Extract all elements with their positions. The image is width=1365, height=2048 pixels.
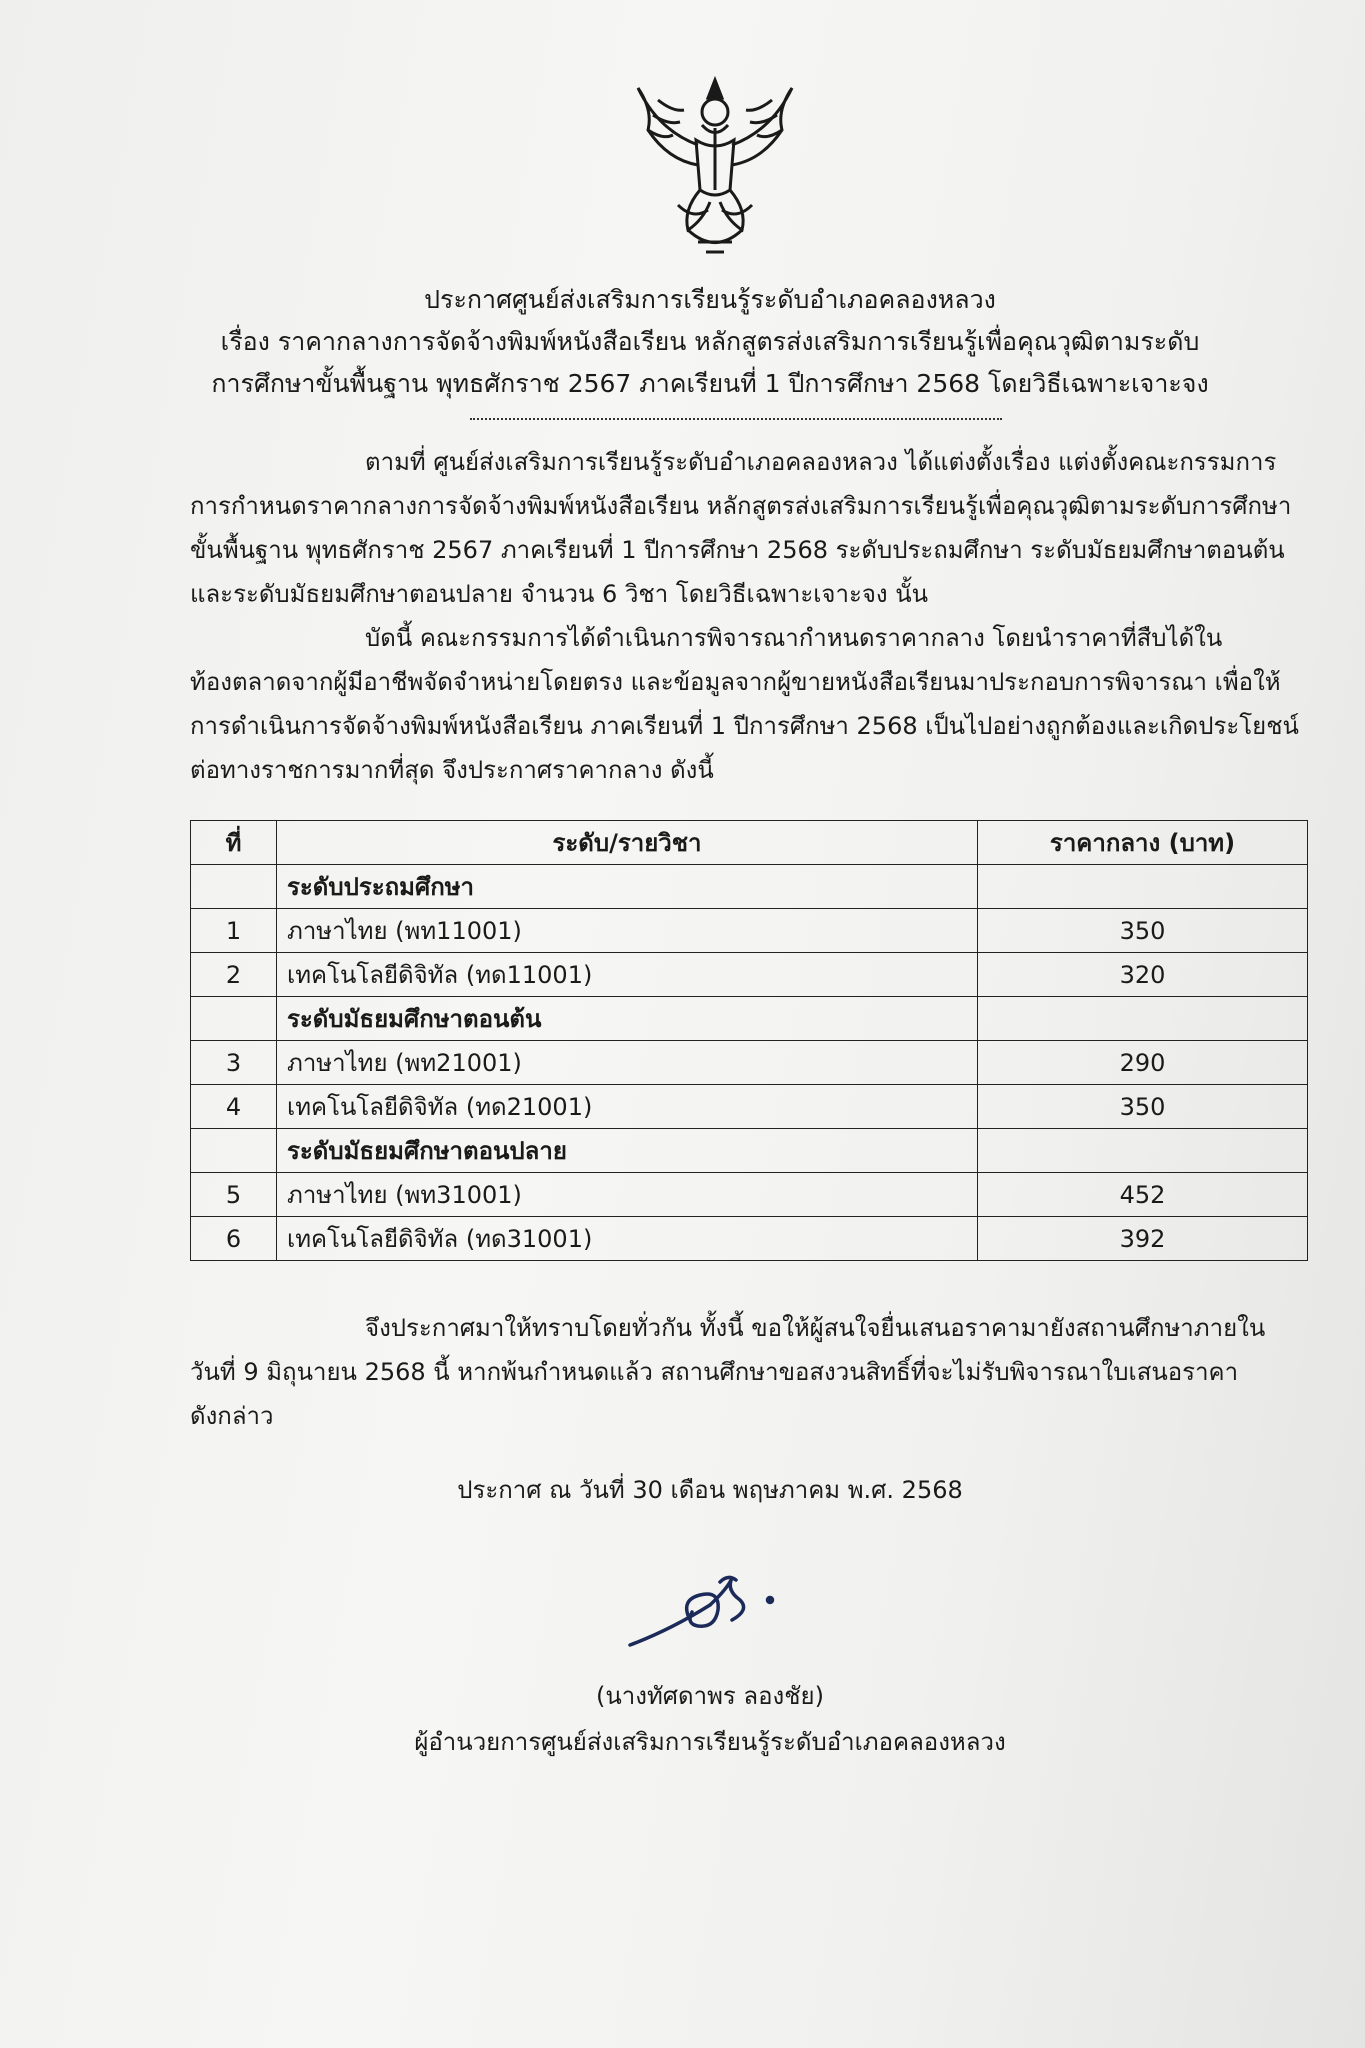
row-number: 4 [191, 1085, 277, 1129]
row-price: 350 [978, 909, 1308, 953]
row-number [191, 997, 277, 1041]
row-subject: ระดับประถมศึกษา [277, 865, 978, 909]
row-price: 452 [978, 1173, 1308, 1217]
row-number: 6 [191, 1217, 277, 1261]
price-table [190, 820, 1308, 1261]
row-subject: เทคโนโลยีดิจิทัล (ทด11001) [277, 953, 978, 997]
table-row [191, 1041, 1308, 1085]
header-subject: ระดับ/รายวิชา [277, 821, 978, 865]
row-number: 5 [191, 1173, 277, 1217]
row-price: 320 [978, 953, 1308, 997]
row-price [978, 997, 1308, 1041]
row-number: 3 [191, 1041, 277, 1085]
table-row [191, 909, 1308, 953]
handwritten-signature-icon [620, 1560, 790, 1660]
paragraph-line: ขั้นพื้นฐาน พุทธศักราช 2567 ภาคเรียนที่ 1 ปีการศึกษา 2568 ระดับประถมศึกษา ระดับมัธยมศึกษาตอนต้น [190, 536, 1285, 564]
row-subject: ภาษาไทย (พท21001) [277, 1041, 978, 1085]
table-row [191, 1173, 1308, 1217]
table-row [191, 1217, 1308, 1261]
announcement-subject: เรื่อง ราคากลางการจัดจ้างพิมพ์หนังสือเรียน หลักสูตรส่งเสริมการเรียนรู้เพื่อคุณวุฒิตามระดับ [220, 327, 1200, 356]
row-price [978, 865, 1308, 909]
table-row-level [191, 997, 1308, 1041]
paragraph-decision [190, 616, 1300, 792]
row-price: 350 [978, 1085, 1308, 1129]
row-number [191, 1129, 277, 1173]
announcement-title: ประกาศศูนย์ส่งเสริมการเรียนรู้ระดับอำเภอคลองหลวง [424, 285, 996, 314]
paragraph-line: บัดนี้ คณะกรรมการได้ดำเนินการพิจารณากำหนดราคากลาง โดยนำราคาที่สืบได้ใน [365, 624, 1223, 652]
row-number: 2 [191, 953, 277, 997]
paragraph-line: วันที่ 9 มิถุนายน 2568 นี้ หากพ้นกำหนดแล้ว สถานศึกษาขอสงวนสิทธิ์ที่จะไม่รับพิจารณาใบเสนอราคา [190, 1358, 1239, 1386]
paragraph-closing [190, 1306, 1300, 1438]
paragraph-background [190, 440, 1300, 616]
row-price: 392 [978, 1217, 1308, 1261]
row-subject: ระดับมัธยมศึกษาตอนปลาย [277, 1129, 978, 1173]
garuda-emblem-icon [618, 70, 812, 260]
row-subject: ภาษาไทย (พท31001) [277, 1173, 978, 1217]
header-price: ราคากลาง (บาท) [978, 821, 1308, 865]
paragraph-line: ตามที่ ศูนย์ส่งเสริมการเรียนรู้ระดับอำเภอคลองหลวง ได้แต่งตั้งเรื่อง แต่งตั้งคณะกรรมการ [365, 448, 1277, 476]
signer-name: (นางทัศดาพร ลองชัย) [596, 1682, 824, 1710]
table-row-level [191, 865, 1308, 909]
table-row [191, 1085, 1308, 1129]
row-price: 290 [978, 1041, 1308, 1085]
dotted-divider [470, 418, 1002, 420]
header-number: ที่ [191, 821, 277, 865]
announcement-date: ประกาศ ณ วันที่ 30 เดือน พฤษภาคม พ.ศ. 2568 [457, 1476, 963, 1504]
table-row [191, 953, 1308, 997]
table-row-level [191, 1129, 1308, 1173]
row-subject: ภาษาไทย (พท11001) [277, 909, 978, 953]
table-header-row [191, 821, 1308, 865]
row-number: 1 [191, 909, 277, 953]
row-number [191, 865, 277, 909]
paragraph-line: และระดับมัธยมศึกษาตอนปลาย จำนวน 6 วิชา โดยวิธีเฉพาะเจาะจง นั้น [190, 580, 929, 608]
signer-position: ผู้อำนวยการศูนย์ส่งเสริมการเรียนรู้ระดับอำเภอคลองหลวง [414, 1728, 1006, 1756]
announcement-subject-continued: การศึกษาขั้นพื้นฐาน พุทธศักราช 2567 ภาคเรียนที่ 1 ปีการศึกษา 2568 โดยวิธีเฉพาะเจาะจง [211, 369, 1209, 398]
row-subject: เทคโนโลยีดิจิทัล (ทด21001) [277, 1085, 978, 1129]
paragraph-line: จึงประกาศมาให้ทราบโดยทั่วกัน ทั้งนี้ ขอให้ผู้สนใจยื่นเสนอราคามายังสถานศึกษาภายใน [365, 1314, 1266, 1342]
row-subject: ระดับมัธยมศึกษาตอนต้น [277, 997, 978, 1041]
paragraph-line: การกำหนดราคากลางการจัดจ้างพิมพ์หนังสือเรียน หลักสูตรส่งเสริมการเรียนรู้เพื่อคุณวุฒิตามระดับการศึกษา [190, 492, 1292, 520]
row-price [978, 1129, 1308, 1173]
paragraph-line: ต่อทางราชการมากที่สุด จึงประกาศราคากลาง ดังนี้ [190, 756, 714, 784]
paragraph-line: ท้องตลาดจากผู้มีอาชีพจัดจำหน่ายโดยตรง และข้อมูลจากผู้ขายหนังสือเรียนมาประกอบการพิจารณา เพื่อให้ [190, 668, 1281, 696]
paragraph-line: ดังกล่าว [190, 1402, 274, 1430]
row-subject: เทคโนโลยีดิจิทัล (ทด31001) [277, 1217, 978, 1261]
paragraph-line: การดำเนินการจัดจ้างพิมพ์หนังสือเรียน ภาคเรียนที่ 1 ปีการศึกษา 2568 เป็นไปอย่างถูกต้องและเกิดประโยชน์ [190, 712, 1299, 740]
